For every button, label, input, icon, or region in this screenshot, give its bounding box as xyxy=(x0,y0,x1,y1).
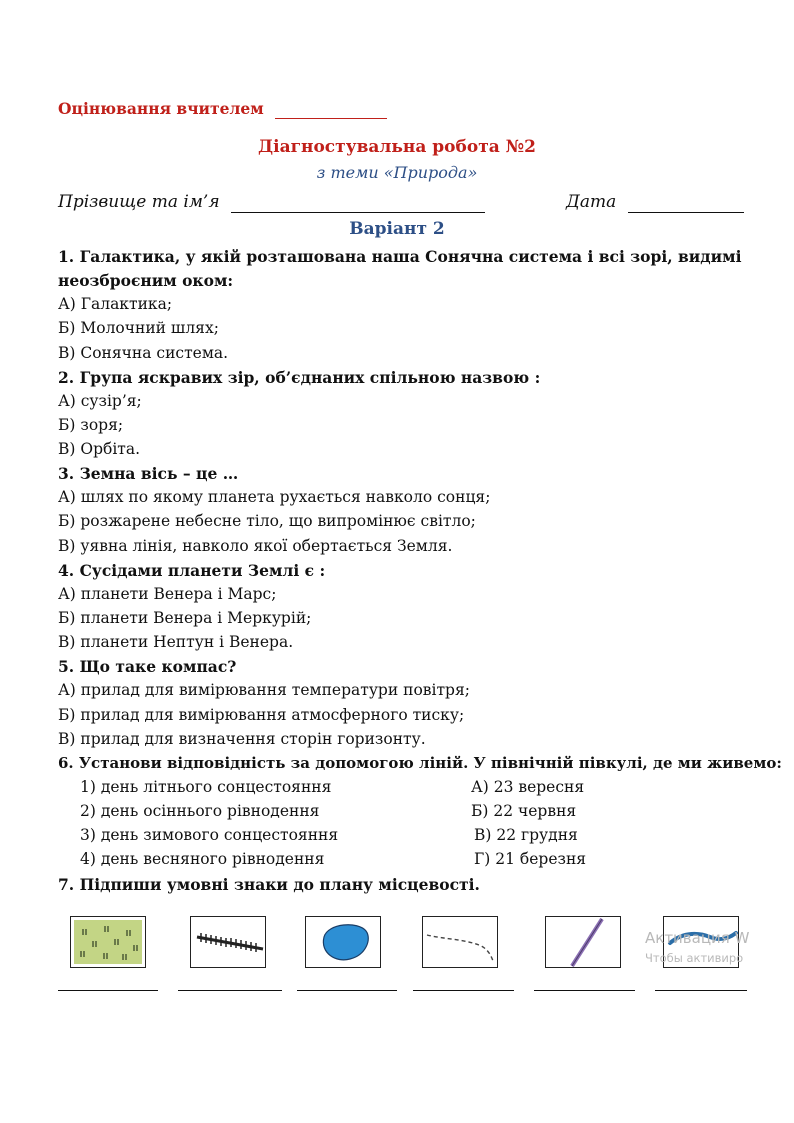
q4-option-c: В) планети Нептун і Венера. xyxy=(58,633,294,651)
watermark-line-2: Чтобы активиро xyxy=(645,951,744,965)
q1-option-a: А) Галактика; xyxy=(58,295,173,313)
page-title: Діагностувальна робота №2 xyxy=(258,137,536,157)
lake-symbol xyxy=(305,916,381,968)
question-1-line-1: 1. Галактика, у якій розташована наша Сонячна система і всі зорі, видимі xyxy=(58,247,742,266)
q2-option-b: Б) зоря; xyxy=(58,416,124,434)
swamp-symbol xyxy=(70,916,146,968)
question-2: 2. Група яскравих зір, об’єднаних спільною назвою : xyxy=(58,368,541,387)
q6-right-a: А) 23 вересня xyxy=(471,778,585,796)
name-blank[interactable] xyxy=(231,192,485,213)
name-label: Прізвище та ім’я xyxy=(58,192,220,212)
q2-option-a: А) сузір’я; xyxy=(58,392,142,410)
q5-option-a: А) прилад для вимірювання температури повітря; xyxy=(58,681,470,699)
q6-right-b: Б) 22 червня xyxy=(471,802,577,820)
q3-option-a: А) шлях по якому планета рухається навколо сонця; xyxy=(58,488,491,506)
date-line xyxy=(566,192,744,213)
q4-option-a: А) планети Венера і Марс; xyxy=(58,585,277,603)
q1-option-c: В) Сонячна система. xyxy=(58,344,229,362)
question-5: 5. Що таке компас? xyxy=(58,657,237,676)
railway-symbol xyxy=(190,916,266,968)
question-7-text: . Підпиши умовні знаки до плану місцевості. xyxy=(68,875,480,894)
page-subtitle: з теми «Природа» xyxy=(316,163,478,182)
answer-blank-3[interactable] xyxy=(297,990,397,991)
q6-left-4: 4) день весняного рівнодення xyxy=(80,850,325,868)
q6-left-3: 3) день зимового сонцестояння xyxy=(80,826,339,844)
question-7 xyxy=(58,875,480,894)
q4-option-b: Б) планети Венера і Меркурій; xyxy=(58,609,312,627)
grading-label: Оцінювання вчителем xyxy=(58,99,264,118)
q6-left-2: 2) день осіннього рівнодення xyxy=(80,802,320,820)
variant-heading: Варіант 2 xyxy=(349,219,445,239)
q3-option-c: В) уявна лінія, навколо якої обертається Земля. xyxy=(58,537,453,555)
answer-blank-2[interactable] xyxy=(178,990,282,991)
q5-option-b: Б) прилад для вимірювання атмосферного тиску; xyxy=(58,706,465,724)
grading-line xyxy=(58,99,387,119)
question-7-number: 7 xyxy=(58,875,69,894)
question-1-line-2: неозброєним оком: xyxy=(58,271,234,290)
answer-blank-6[interactable] xyxy=(655,990,747,991)
question-3: 3. Земна вісь – це … xyxy=(58,464,239,483)
q5-option-c: В) прилад для визначення сторін горизонту. xyxy=(58,730,426,748)
answer-blank-1[interactable] xyxy=(58,990,158,991)
watermark-line-1: Активация W xyxy=(645,929,750,947)
answer-blank-5[interactable] xyxy=(534,990,635,991)
grading-blank[interactable] xyxy=(275,99,387,119)
q3-option-b: Б) розжарене небесне тіло, що випромінює світло; xyxy=(58,512,476,530)
date-label: Дата xyxy=(566,192,617,212)
path-symbol xyxy=(422,916,498,968)
question-6: 6. Установи відповідність за допомогою ліній. У північній півкулі, де ми живемо: xyxy=(58,754,782,772)
q6-right-d: Г) 21 березня xyxy=(474,850,587,868)
q1-option-b: Б) Молочний шлях; xyxy=(58,319,219,337)
q6-left-1: 1) день літнього сонцестояння xyxy=(80,778,332,796)
q2-option-c: В) Орбіта. xyxy=(58,440,141,458)
q6-right-c: В) 22 грудня xyxy=(474,826,578,844)
road-symbol xyxy=(545,916,621,968)
date-blank[interactable] xyxy=(628,192,744,213)
name-line xyxy=(58,192,485,213)
question-4: 4. Сусідами планети Землі є : xyxy=(58,561,326,580)
answer-blank-4[interactable] xyxy=(413,990,514,991)
